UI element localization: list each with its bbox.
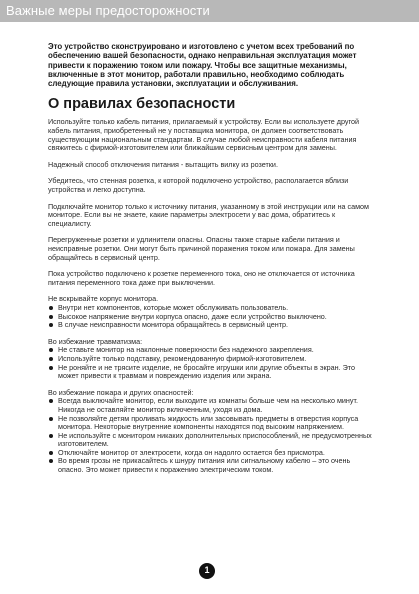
list-heading-fire: Во избежание пожара и других опасностей: xyxy=(48,387,194,397)
bullet-icon xyxy=(49,357,53,361)
list-item: Высокое напряжение внутри корпуса опасно, даже если устройство выключено. xyxy=(48,313,374,322)
list-fire xyxy=(48,397,374,474)
paragraph-ac-connection: Пока устройство подключено к розетке переменного тока, оно не отключается от источника питания переменного тока даже при выключении. xyxy=(48,269,355,287)
list-heading-housing: Не вскрывайте корпус монитора. xyxy=(48,294,159,304)
bullet-icon xyxy=(49,323,53,327)
list-item: Используйте только подставку, рекомендованную фирмой-изготовителем. xyxy=(48,355,374,364)
bullet-icon xyxy=(49,459,53,463)
list-item: Не позволяйте детям проливать жидкость или засовывать предметы в отверстия корпуса монитора. Некоторые внутренние компоненты находятся под высоким напряжением. xyxy=(48,415,374,432)
list-item: Не ставьте монитор на наклонные поверхности без надежного закрепления. xyxy=(48,346,374,355)
document-body xyxy=(48,42,374,475)
list-item: Не используйте с монитором никаких дополнительных приспособлений, не предусмотренных изготовителем. xyxy=(48,432,374,449)
list-item: В случае неисправности монитора обращайтесь в сервисный центр. xyxy=(48,321,374,330)
bullet-icon xyxy=(49,315,53,319)
list-injury xyxy=(48,346,374,380)
paragraph-unplug: Надежный способ отключения питания - вытащить вилку из розетки. xyxy=(48,159,278,169)
page-number-badge xyxy=(199,563,215,579)
paragraph-outlet: Убедитесь, что стенная розетка, к которой подключено устройство, располагается вблизи устройства и легко доступна. xyxy=(48,176,349,195)
list-item: Внутри нет компонентов, которые может обслуживать пользователь. xyxy=(48,304,374,313)
bullet-icon xyxy=(49,399,53,403)
list-item: Всегда выключайте монитор, если выходите из комнаты больше чем на несколько минут. Никогда не оставляйте монитор включенным, уходя из дома. xyxy=(48,397,374,414)
bullet-icon xyxy=(49,417,53,421)
list-housing xyxy=(48,304,374,330)
page-number: 1 xyxy=(204,565,210,575)
bullet-icon xyxy=(49,451,53,455)
bullet-icon xyxy=(49,348,53,352)
list-item: Отключайте монитор от электросети, когда он надолго остается без присмотра. xyxy=(48,449,374,458)
header-bar xyxy=(0,0,419,22)
section-title: О правилах безопасности xyxy=(48,96,236,113)
page-header-title: Важные меры предосторожности xyxy=(6,3,210,18)
bullet-icon xyxy=(49,434,53,438)
paragraph-power-cable: Используйте только кабель питания, прилагаемый к устройству. Если вы используете другой кабель питания, приобретенный не у поставщика монитора, он должен соответствовать существующим национальным стандартам. В случае любой неисправности кабеля питания свяжитесь с фирмой-изготовителем или ближайшим сервисным центром для замены. xyxy=(48,117,359,153)
bullet-icon xyxy=(49,306,53,310)
bullet-icon xyxy=(49,366,53,370)
intro-warning: Это устройство сконструировано и изготовлено с учетом всех требований по обеспечению вашей безопасности, однако неправильная эксплуатация может привести к поражению током или пожару. Чтобы все защитные механизмы, включенные в этот монитор, работали правильно, необходимо соблюдать следующие правила установки, эксплуатации и обслуживания. xyxy=(48,42,357,89)
paragraph-power-source: Подключайте монитор только к источнику питания, указанному в этой инструкции или на самом мониторе. Если вы не знаете, какие параметры электросети у вас дома, обратитесь к специалисту. xyxy=(48,201,370,228)
list-heading-injury: Во избежание травматизма: xyxy=(48,336,143,346)
paragraph-overloaded-outlets: Перегруженные розетки и удлинители опасны. Опасны также старые кабели питания и неисправные розетки. Они могут быть причиной поражения током или пожара. Для замены обращайтесь в сервисный центр. xyxy=(48,235,355,262)
list-item: Не роняйте и не трясите изделие, не бросайте игрушки или другие объекты в экран. Это может привести к травмам и повреждению изделия или экрана. xyxy=(48,364,374,381)
list-item: Во время грозы не прикасайтесь к шнуру питания или сигнальному кабелю – это очень опасно. Это может привести к поражению электрическим током. xyxy=(48,457,374,474)
